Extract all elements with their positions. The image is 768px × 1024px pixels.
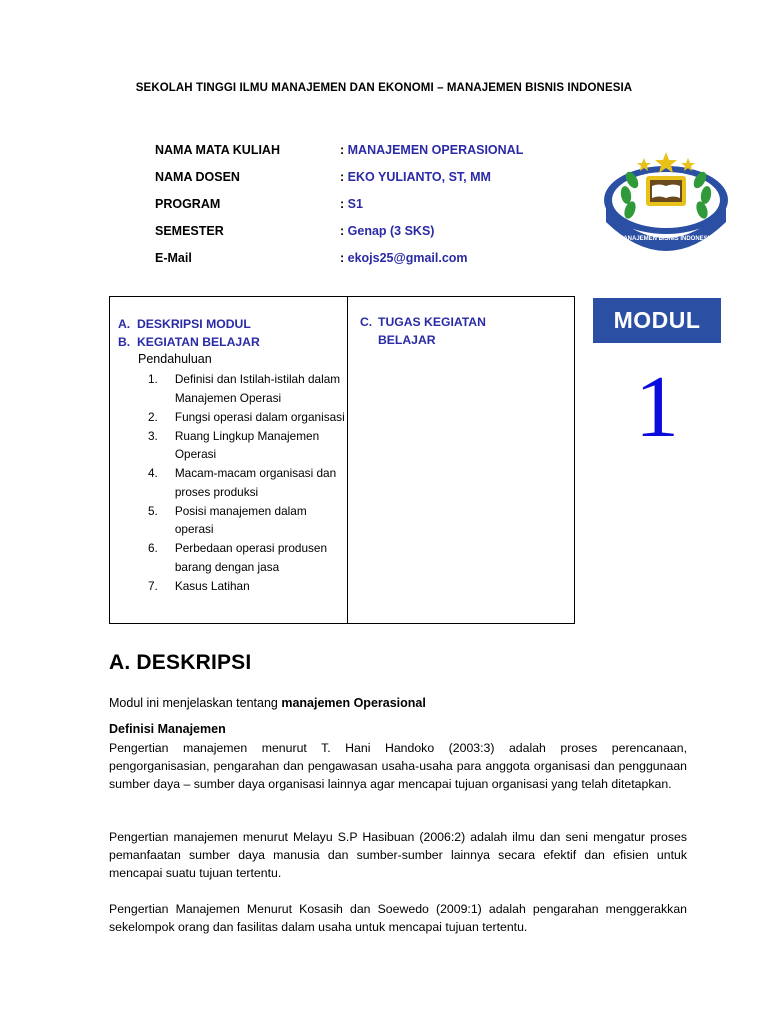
svg-text:MANAJEMEN BISNIS INDONESIA: MANAJEMEN BISNIS INDONESIA [618, 236, 714, 242]
info-label: SEMESTER [155, 223, 224, 238]
list-item: 7. Kasus Latihan [148, 578, 250, 593]
heading-a: A. DESKRIPSI MODUL [118, 317, 251, 331]
list-item: 5. Posisi manajemen dalam operasi [148, 503, 307, 536]
contents-right-cell [348, 297, 574, 623]
heading-c: C. TUGAS KEGIATAN BELAJAR [360, 315, 486, 347]
contents-left-cell [110, 297, 348, 623]
contents-table [109, 296, 575, 624]
list-item: 4. Macam-macam organisasi dan proses produksi [148, 466, 337, 499]
info-label: NAMA MATA KULIAH [155, 142, 280, 157]
paragraph: Pengertian manajemen menurut T. Hani Handoko (2003:3) adalah proses perencanaan, pengorganisasian, pengarahan dan pengawasan usaha-usaha para anggota organisasi dan penggunaan sumber daya – sumber daya organisasi lainnya agar mencapai tujuan organisasi yang telah ditetapkan. [109, 741, 687, 791]
intro-label: Pendahuluan [138, 352, 212, 366]
modul-number: 1 [635, 359, 679, 456]
info-row-program [155, 190, 595, 217]
heading-b: B. KEGIATAN BELAJAR [118, 335, 260, 349]
course-info [155, 136, 595, 271]
institution-title: SEKOLAH TINGGI ILMU MANAJEMEN DAN EKONOMI – MANAJEMEN BISNIS INDONESIA [135, 82, 633, 94]
topic-list [118, 370, 347, 595]
definition-heading: Definisi Manajemen [109, 722, 226, 736]
info-label: E-Mail [155, 250, 192, 265]
info-row-course [155, 136, 595, 163]
paragraph: Pengertian manajemen menurut Melayu S.P Hasibuan (2006:2) adalah ilmu dan seni mengatur proses pemanfaatan sumber daya manusia dan sumber-sumber lainnya secara efektif dan efisien untuk mencapai suatu tujuan tertentu. [109, 830, 687, 880]
info-value: : EKO YULIANTO, ST, MM [340, 169, 491, 184]
list-item: 2. Fungsi operasi dalam organisasi [148, 409, 345, 424]
info-value: : MANAJEMEN OPERASIONAL [340, 142, 524, 157]
info-value: : Genap (3 SKS) [340, 223, 435, 238]
info-value: : ekojs25@gmail.com [340, 250, 468, 265]
info-row-semester [155, 217, 595, 244]
section-intro: Modul ini menjelaskan tentang manajemen Operasional [109, 696, 426, 710]
section-title: A. DESKRIPSI [109, 651, 252, 674]
stie-logo-icon [602, 150, 730, 260]
list-item: 1. Definisi dan Istilah-istilah dalam Manajemen Operasi [148, 372, 341, 405]
info-value: : S1 [340, 196, 363, 211]
info-label: PROGRAM [155, 196, 221, 211]
list-item: 3. Ruang Lingkup Manajemen Operasi [148, 428, 320, 461]
info-label: NAMA DOSEN [155, 169, 240, 184]
modul-badge: MODUL [593, 298, 721, 343]
svg-text:STIE: STIE [655, 218, 677, 228]
paragraph: Pengertian Manajemen Menurut Kosasih dan Soewedo (2009:1) adalah pengarahan menggerakkan sekelompok orang dan fasilitas dalam usaha untuk mencapai tujuan tertentu. [109, 902, 687, 934]
info-row-lecturer [155, 163, 595, 190]
list-item: 6. Perbedaan operasi produsen barang dengan jasa [148, 541, 328, 574]
info-row-email [155, 244, 595, 271]
